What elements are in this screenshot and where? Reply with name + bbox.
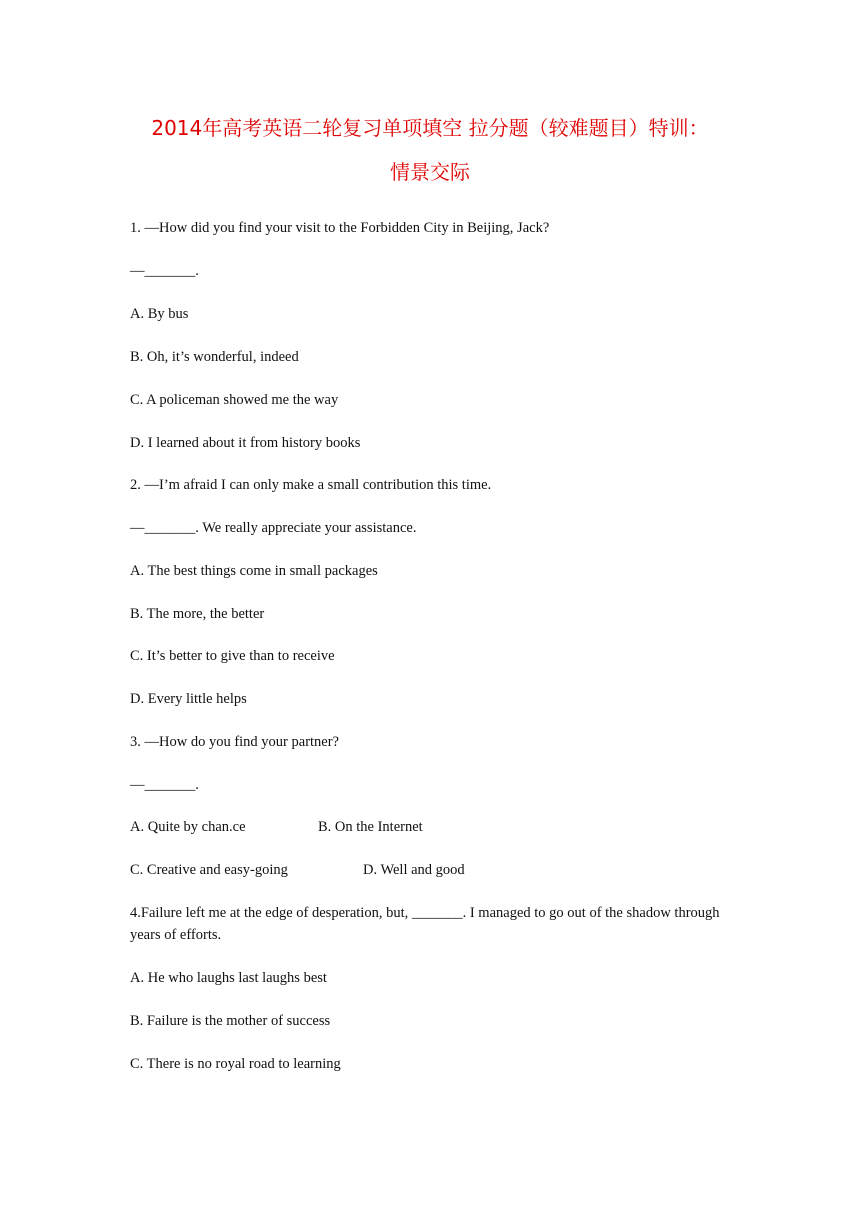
q2-option-c: C. It’s better to give than to receive bbox=[130, 648, 335, 664]
q4-option-b: B. Failure is the mother of success bbox=[130, 1013, 331, 1029]
q3-option-c: C. Creative and easy-going bbox=[130, 862, 288, 878]
q3-options-row-2 bbox=[130, 859, 288, 881]
q1-option-d: D. I learned about it from history books bbox=[130, 435, 361, 451]
q4-stem: 4.Failure left me at the edge of desperation, but, _______. I managed to go out of the shadow through years of efforts. bbox=[130, 905, 720, 943]
q2-blank: —_______. We really appreciate your assistance. bbox=[130, 520, 417, 536]
q3-option-d-line bbox=[363, 859, 465, 881]
q2-option-d: D. Every little helps bbox=[130, 691, 247, 707]
q3-options-row-1 bbox=[130, 816, 246, 838]
q1-blank: —_______. bbox=[130, 263, 199, 279]
q2-stem: 2. —I’m afraid I can only make a small contribution this time. bbox=[130, 477, 492, 493]
q1-option-c: C. A policeman showed me the way bbox=[130, 392, 339, 408]
document-subtitle: 情景交际 bbox=[390, 160, 470, 184]
q4-option-a: A. He who laughs last laughs best bbox=[130, 970, 327, 986]
q1-stem: 1. —How did you find your visit to the Forbidden City in Beijing, Jack? bbox=[130, 220, 550, 236]
q2-option-a: A. The best things come in small packages bbox=[130, 563, 378, 579]
q3-option-d: D. Well and good bbox=[363, 862, 465, 878]
q1-option-a: A. By bus bbox=[130, 306, 189, 322]
document-title: 2014年高考英语二轮复习单项填空 拉分题（较难题目）特训： bbox=[151, 116, 709, 140]
q3-option-b: B. On the Internet bbox=[318, 819, 423, 835]
q3-stem: 3. —How do you find your partner? bbox=[130, 734, 339, 750]
q3-option-b-line bbox=[318, 816, 423, 838]
q3-option-a: A. Quite by chan.ce bbox=[130, 819, 246, 835]
q3-blank: —_______. bbox=[130, 777, 199, 793]
q1-option-b: B. Oh, it’s wonderful, indeed bbox=[130, 349, 299, 365]
q4-option-c: C. There is no royal road to learning bbox=[130, 1056, 341, 1072]
q2-option-b: B. The more, the better bbox=[130, 606, 265, 622]
